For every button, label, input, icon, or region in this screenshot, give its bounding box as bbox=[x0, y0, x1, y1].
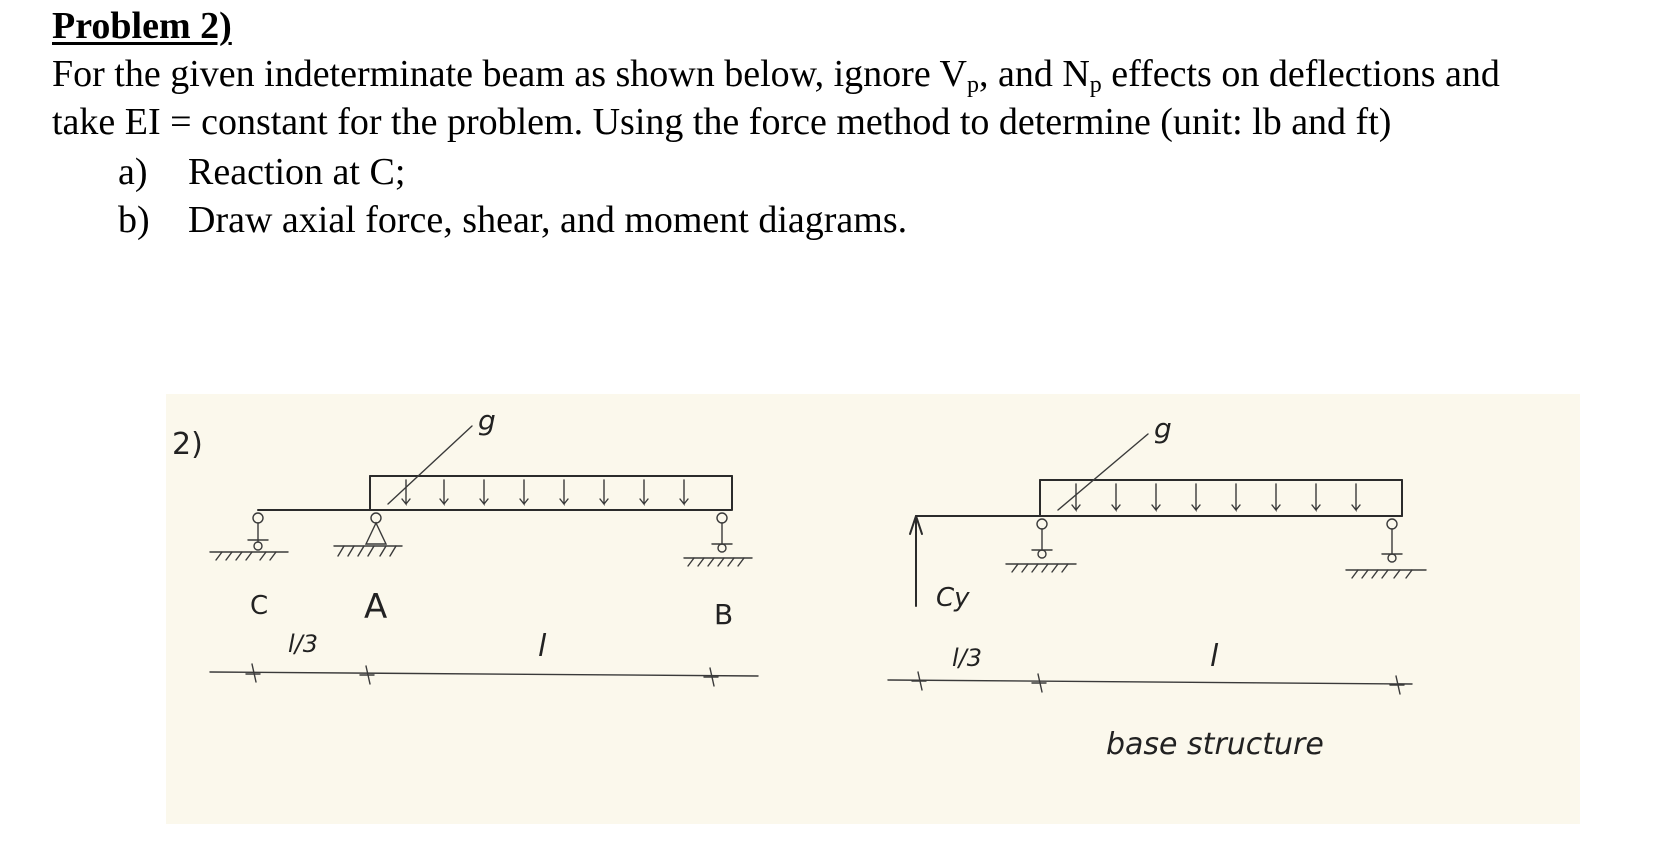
distributed-load bbox=[370, 404, 732, 510]
task-item-b bbox=[118, 196, 907, 244]
statement-line-2: take EI = constant for the problem. Using the force method to determine (unit: lb and ft) bbox=[52, 101, 1392, 143]
span-label-short: l/3 bbox=[952, 644, 983, 672]
reaction-label: Cy bbox=[936, 583, 970, 613]
distributed-load bbox=[1040, 412, 1402, 516]
task-list bbox=[118, 148, 907, 244]
task-marker: a) bbox=[118, 151, 148, 193]
span-label-long: l bbox=[1210, 639, 1219, 674]
span-label-long: l bbox=[538, 629, 547, 664]
load-label: g bbox=[478, 404, 496, 437]
dimension-line bbox=[888, 672, 1412, 694]
support-b-icon bbox=[1346, 519, 1426, 578]
reaction-arrow-icon bbox=[910, 516, 922, 606]
dimension-line bbox=[210, 664, 758, 686]
support-b-icon bbox=[684, 513, 752, 566]
problem-title: Problem 2) bbox=[52, 5, 232, 47]
task-text: Reaction at C; bbox=[188, 151, 406, 193]
base-structure-caption: base structure bbox=[1106, 727, 1324, 762]
original-beam-sketch bbox=[210, 404, 758, 686]
support-label-a: A bbox=[364, 587, 388, 627]
problem-statement bbox=[52, 50, 1662, 146]
statement-line-1: For the given indeterminate beam as shown below, ignore $V_p$, and $N_p$ effects on deflections and bbox=[52, 53, 1500, 98]
task-marker: b) bbox=[118, 199, 150, 241]
task-item-a bbox=[118, 148, 907, 196]
span-label-short: l/3 bbox=[288, 630, 319, 658]
support-c-icon bbox=[210, 513, 288, 560]
task-text: Draw axial force, shear, and moment diagrams. bbox=[188, 199, 908, 241]
support-a-icon bbox=[334, 513, 402, 556]
figure-problem-number: 2) bbox=[172, 427, 203, 462]
support-label-b: B bbox=[714, 598, 734, 631]
support-label-c: C bbox=[250, 591, 269, 621]
beam-sketch-svg bbox=[166, 394, 1580, 824]
base-structure-sketch bbox=[888, 412, 1426, 762]
beam-sketch-figure bbox=[166, 394, 1580, 824]
support-a-icon bbox=[1006, 519, 1076, 572]
load-label: g bbox=[1154, 412, 1172, 445]
